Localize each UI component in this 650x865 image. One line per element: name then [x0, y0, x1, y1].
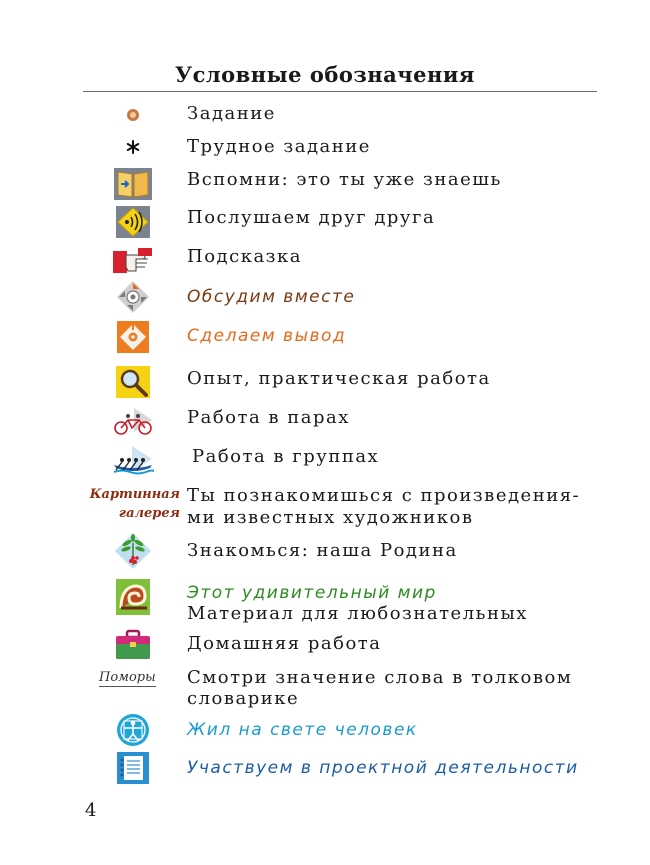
legend-text-line1: Смотри значение слова в толковом	[187, 667, 573, 688]
legend-text: Вспомни: это ты уже знаешь	[187, 169, 502, 190]
legend-text: Жил на свете человек	[187, 720, 418, 740]
legend-text: Знакомься: наша Родина	[187, 540, 458, 561]
briefcase-icon	[112, 627, 154, 663]
legend-text: Домашняя работа	[187, 633, 382, 654]
conclusion-diamond-icon	[112, 320, 154, 354]
legend-text: Послушаем друг друга	[187, 207, 436, 228]
gallery-label-line2: галерея	[118, 506, 180, 521]
legend-text-line2: Материал для любознательных	[187, 603, 528, 624]
legend-text-line2: ми известных художников	[187, 507, 474, 528]
sound-waves-icon	[112, 205, 154, 239]
legend-text: Работа в группах	[192, 446, 380, 467]
dictionary-label: Поморы	[99, 670, 156, 685]
legend-text: Подсказка	[187, 246, 302, 267]
asterisk-icon	[112, 130, 154, 164]
rowan-branch-icon	[112, 531, 154, 571]
legend-text-line2: словарике	[187, 688, 300, 709]
legend-text: Сделаем вывод	[187, 326, 347, 346]
rowing-team-icon	[112, 444, 154, 478]
legend-text: Опыт, практическая работа	[187, 368, 491, 389]
gallery-label	[84, 485, 180, 523]
magnifier-icon	[112, 365, 154, 399]
page-title: Условные обозначения	[175, 62, 475, 87]
page-number: 4	[85, 800, 97, 821]
legend-text: Обсудим вместе	[187, 287, 356, 307]
legend-text: Трудное задание	[187, 136, 371, 157]
snail-icon	[112, 577, 154, 617]
discussion-arrows-icon	[112, 280, 154, 314]
pointing-hand-icon	[112, 244, 154, 278]
notebook-icon	[112, 750, 154, 786]
legend-text: Участвуем в проектной деятельности	[187, 758, 579, 778]
legend-text-line1: Ты познакомишься с произведения-	[187, 485, 581, 506]
title-divider	[83, 91, 597, 92]
legend-text-line1: Этот удивительный мир	[187, 583, 437, 603]
open-book-icon	[112, 167, 154, 201]
vitruvian-man-icon	[112, 711, 154, 749]
bullet-circle-icon	[112, 98, 154, 132]
tandem-bicycle-icon	[112, 405, 154, 439]
legend-text: Работа в парах	[187, 407, 350, 428]
legend-text: Задание	[187, 103, 276, 124]
gallery-label-line1: Картинная	[89, 487, 180, 502]
